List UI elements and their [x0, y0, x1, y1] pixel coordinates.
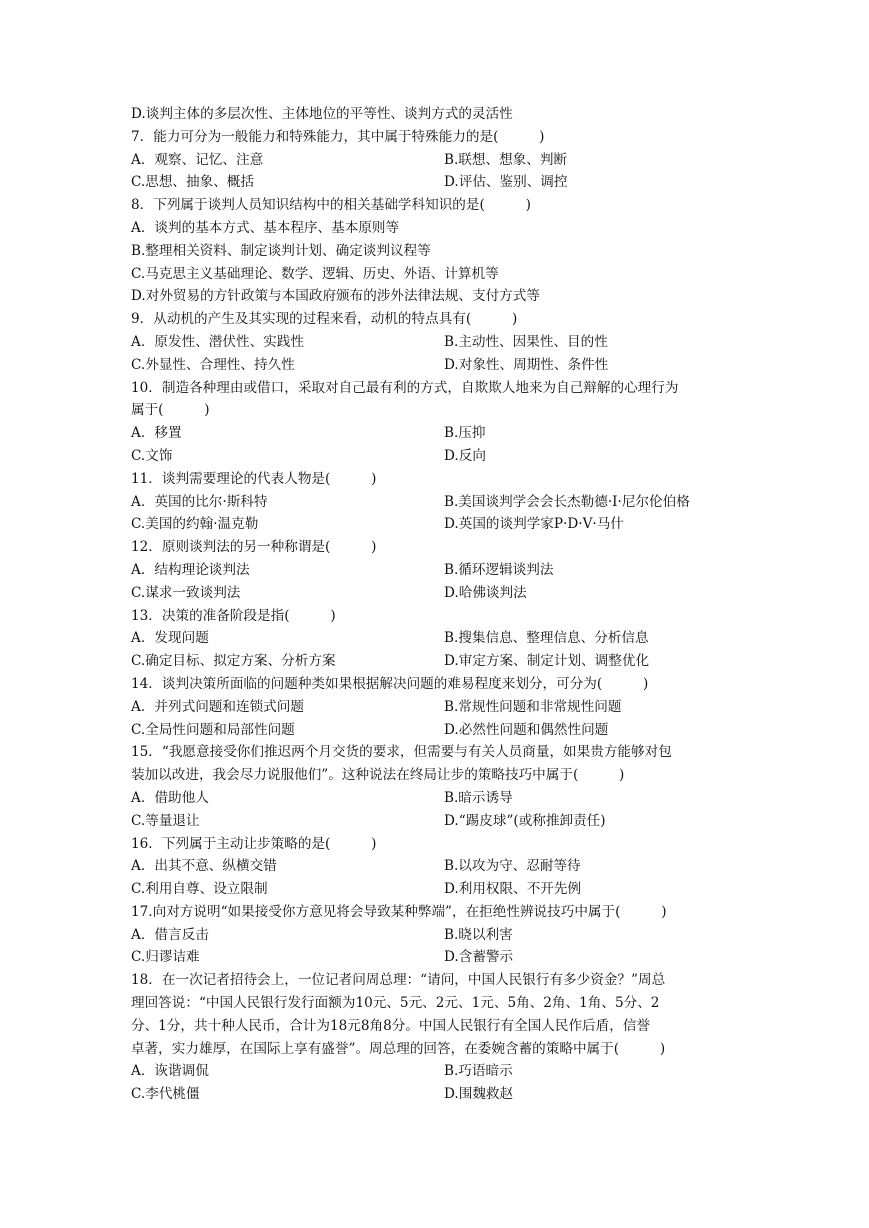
option-row — [131, 810, 746, 833]
text-line: 8．下列属于谈判人员知识结构中的相关基础学科知识的是( ) — [131, 197, 531, 214]
option-left: C.确定目标、拟定方案、分析方案 — [131, 653, 336, 670]
option-right: B.压抑 — [444, 425, 486, 442]
text-line: D.对外贸易的方针政策与本国政府颁布的涉外法律法规、支付方式等 — [131, 288, 540, 305]
text-line: 7．能力可分为一般能力和特殊能力，其中属于特殊能力的是( ) — [131, 128, 545, 145]
text-line: A．谈判的基本方式、基本程序、基本原则等 — [131, 219, 400, 236]
option-left: C.利用自尊、设立限制 — [131, 881, 268, 898]
option-left: C.外显性、合理性、持久性 — [131, 356, 295, 373]
option-row — [131, 1083, 746, 1106]
option-right: B.搜集信息、整理信息、分析信息 — [444, 630, 649, 647]
option-left: C.谋求一致谈判法 — [131, 584, 241, 601]
option-row — [131, 627, 746, 650]
option-right: B.巧语暗示 — [444, 1063, 513, 1080]
option-left: C.归谬诘难 — [131, 949, 200, 966]
text-line: 13．决策的准备阶段是指( ) — [131, 607, 336, 624]
option-right: D.反向 — [444, 447, 486, 464]
option-right: D.含蓄警示 — [444, 949, 514, 966]
text-line: 15．“我愿意接受你们推迟两个月交货的要求，但需要与有关人员商量，如果贵方能够对包 — [131, 744, 672, 761]
option-row — [131, 696, 746, 719]
option-row — [131, 559, 746, 582]
option-left: A．观察、记忆、注意 — [131, 151, 264, 168]
option-right: D.“踢皮球”(或称推卸责任) — [444, 812, 606, 829]
option-row — [131, 650, 746, 673]
option-right: B.联想、想象、判断 — [444, 151, 568, 168]
text-line: 18．在一次记者招待会上，一位记者问周总理：“请问，中国人民银行有多少资金？”周总 — [131, 972, 666, 989]
option-left: C.思想、抽象、概括 — [131, 174, 254, 191]
option-row — [131, 422, 746, 445]
option-row — [131, 354, 746, 377]
option-right: B.常规性问题和非常规性问题 — [444, 698, 622, 715]
text-line: 属于( ) — [131, 402, 210, 419]
option-left: A．并列式问题和连锁式问题 — [131, 698, 304, 715]
text-line: 9．从动机的产生及其实现的过程来看，动机的特点具有( ) — [131, 311, 518, 328]
option-left: A．发现问题 — [131, 630, 209, 647]
option-row — [131, 878, 746, 901]
text-line: 装加以改进，我会尽力说服他们”。这种说法在终局让步的策略技巧中属于( ) — [131, 767, 625, 784]
option-row — [131, 787, 746, 810]
option-left: A．结构理论谈判法 — [131, 561, 250, 578]
option-left: A．移置 — [131, 425, 182, 442]
option-right: D.必然性问题和偶然性问题 — [444, 721, 609, 738]
option-right: D.哈佛谈判法 — [444, 584, 527, 601]
option-row — [131, 924, 746, 947]
text-line: 12．原则谈判法的另一种称谓是( ) — [131, 539, 377, 556]
option-left: A．出其不意、纵横交错 — [131, 858, 277, 875]
option-left: A．诙谐调侃 — [131, 1063, 209, 1080]
option-left: C.等量退让 — [131, 812, 200, 829]
text-line: 16．下列属于主动让步策略的是( ) — [131, 835, 377, 852]
option-left: C.李代桃僵 — [131, 1086, 200, 1103]
text-line: 10．制造各种理由或借口，采取对自己最有利的方式，自欺欺人地来为自己辩解的心理行为 — [131, 379, 679, 396]
text-line: 17.向对方说明“如果接受你方意见将会导致某种弊端”，在拒绝性辨说技巧中属于( ) — [131, 903, 667, 920]
option-row — [131, 582, 746, 605]
option-row — [131, 171, 746, 194]
option-row — [131, 719, 746, 742]
option-right: D.对象性、周期性、条件性 — [444, 356, 609, 373]
option-left: A．借助他人 — [131, 789, 209, 806]
option-row — [131, 946, 746, 969]
option-left: C.全局性问题和局部性问题 — [131, 721, 295, 738]
option-right: B.以攻为守、忍耐等待 — [444, 858, 581, 875]
option-row — [131, 331, 746, 354]
option-row — [131, 491, 746, 514]
option-right: B.美国谈判学会会长杰勒德·I·尼尔伦伯格 — [444, 493, 690, 510]
option-left: A．借言反击 — [131, 926, 209, 943]
text-line: 14．谈判决策所面临的问题种类如果根据解决问题的难易程度来划分，可分为( ) — [131, 675, 649, 692]
text-line: D.谈判主体的多层次性、主体地位的平等性、谈判方式的灵活性 — [131, 106, 513, 122]
option-right: D.评估、鉴别、调控 — [444, 174, 568, 191]
option-row — [131, 855, 746, 878]
option-row — [131, 1060, 746, 1083]
option-left: C.美国的约翰·温克勒 — [131, 516, 259, 533]
option-right: D.围魏救赵 — [444, 1086, 514, 1103]
text-line: 卓著，实力雄厚，在国际上享有盛誉”。周总理的回答，在委婉含蓄的策略中属于( ) — [131, 1040, 666, 1057]
text-line: B.整理相关资料、制定谈判计划、确定谈判议程等 — [131, 242, 431, 259]
option-row — [131, 149, 746, 172]
text-line: C.马克思主义基础理论、数学、逻辑、历史、外语、计算机等 — [131, 265, 499, 282]
exam-page — [131, 103, 746, 1106]
option-right: B.晓以利害 — [444, 926, 513, 943]
option-left: A．英国的比尔·斯科特 — [131, 493, 268, 510]
text-line: 理回答说：“中国人民银行发行面额为10元、5元、2元、1元、5角、2角、1角、5分、2 — [131, 995, 660, 1012]
option-right: D.审定方案、制定计划、调整优化 — [444, 653, 650, 670]
text-line: 11．谈判需要理论的代表人物是( ) — [131, 470, 377, 487]
option-row — [131, 445, 746, 468]
option-left: C.文饰 — [131, 447, 173, 464]
option-left: A．原发性、潜伏性、实践性 — [131, 333, 304, 350]
option-row — [131, 513, 746, 536]
option-right: B.暗示诱导 — [444, 789, 513, 806]
option-right: D.利用权限、不开先例 — [444, 881, 582, 898]
option-right: B.循环逻辑谈判法 — [444, 561, 554, 578]
text-line: 分、1分，共十种人民币，合计为18元8角8分。中国人民银行有全国人民作后盾，信誉 — [131, 1017, 651, 1034]
option-right: D.英国的谈判学家P·D·V·马什 — [444, 516, 624, 533]
option-right: B.主动性、因果性、目的性 — [444, 333, 608, 350]
